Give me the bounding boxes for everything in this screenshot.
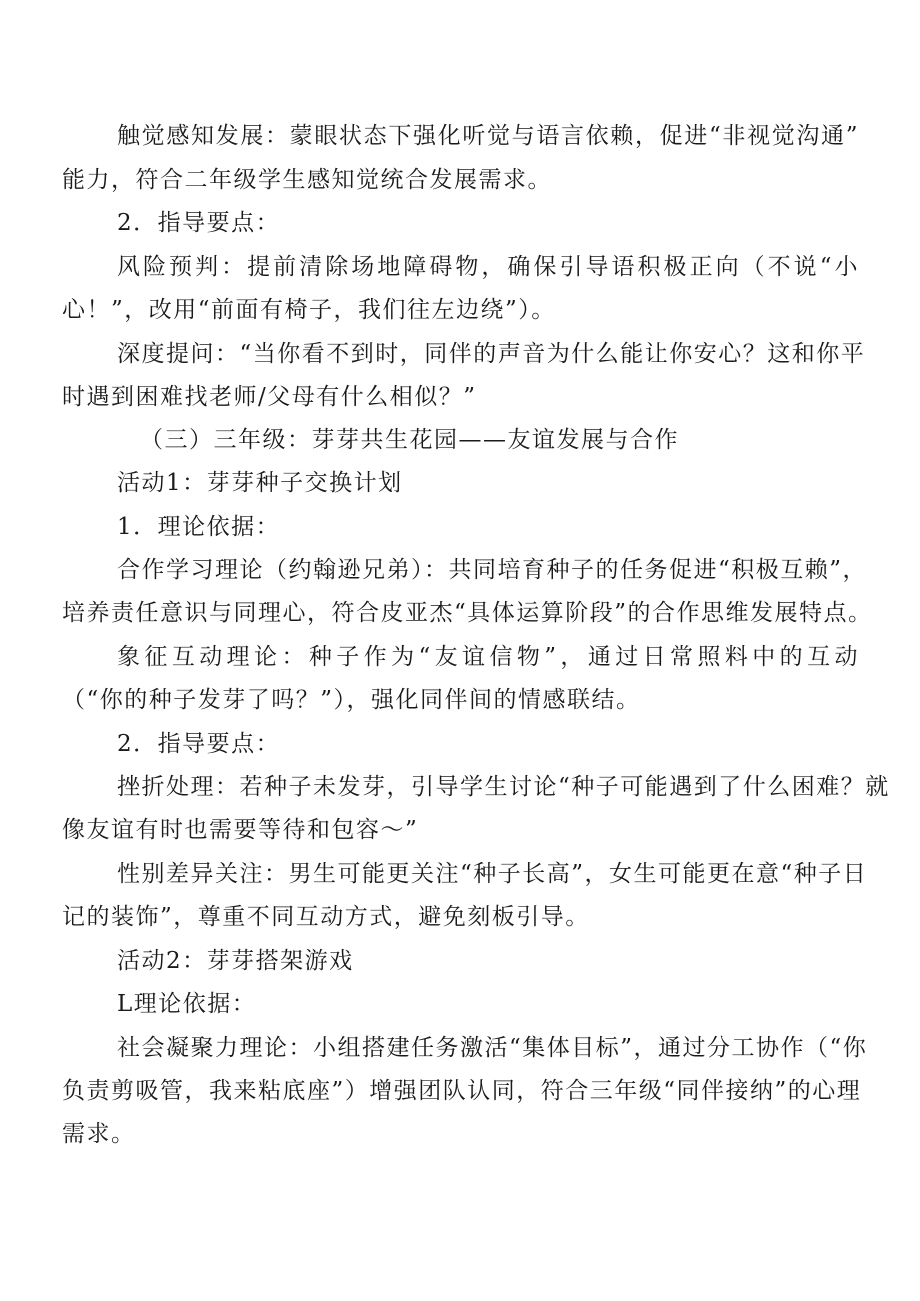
para-coop-line-2: 培养责任意识与同理心，符合皮亚杰“具体运算阶段”的合作思维发展特点。	[62, 600, 873, 626]
para-tactile-line-1: 触觉感知发展：蒙眼状态下强化听觉与语言依赖，促进“非视觉沟通”	[117, 123, 859, 149]
para-symbol-line-1: 象征互动理论：种子作为“友谊信物”，通过日常照料中的互动	[117, 644, 859, 670]
para-tactile-line-2: 能力，符合二年级学生感知觉统合发展需求。	[62, 167, 552, 193]
para-cohesion-line-2: 负责剪吸管，我来粘底座”）增强团队认同，符合三年级“同伴接纳”的心理	[62, 1078, 862, 1104]
heading-theory-1: 1．理论依据：	[117, 514, 281, 540]
heading-theory-2: L理论依据：	[117, 991, 257, 1017]
para-frustration-line-1: 挫折处理：若种子未发芽，引导学生讨论“种子可能遇到了什么困难？就	[117, 774, 890, 800]
para-question-line-2: 时遇到困难找老师/父母有什么相似？”	[62, 384, 477, 410]
para-cohesion-line-1: 社会凝聚力理论：小组搭建任务激活“集体目标”，通过分工协作（“你	[117, 1035, 868, 1061]
para-symbol-line-2: （“你的种子发芽了吗？”），强化同伴间的情感联结。	[62, 687, 641, 713]
para-frustration-line-2: 像友谊有时也需要等待和包容～”	[62, 817, 419, 843]
para-coop-line-1: 合作学习理论（约翰逊兄弟）：共同培育种子的任务促进“积极互赖”，	[117, 557, 868, 583]
section-heading-grade-3: （三）三年级：芽芽共生花园——友谊发展与合作	[140, 427, 679, 453]
heading-guidance-1: 2．指导要点：	[117, 210, 281, 236]
activity-2-title: 活动2：芽芽搭架游戏	[117, 948, 354, 974]
para-gender-line-2: 记的装饰”，尊重不同互动方式，避免刻板引导。	[62, 904, 590, 930]
para-risk-line-1: 风险预判：提前清除场地障碍物，确保引导语积极正向（不说“小	[117, 254, 859, 280]
activity-1-title: 活动1：芽芽种子交换计划	[117, 470, 403, 496]
para-gender-line-1: 性别差异关注：男生可能更关注“种子长高”，女生可能更在意“种子日	[117, 861, 868, 887]
para-cohesion-line-3: 需求。	[62, 1121, 136, 1147]
para-risk-line-2: 心！”，改用“前面有椅子，我们往左边绕”）。	[62, 297, 556, 323]
para-question-line-1: 深度提问：“当你看不到时，同伴的声音为什么能让你安心？这和你平	[117, 341, 866, 367]
heading-guidance-2: 2．指导要点：	[117, 731, 281, 757]
